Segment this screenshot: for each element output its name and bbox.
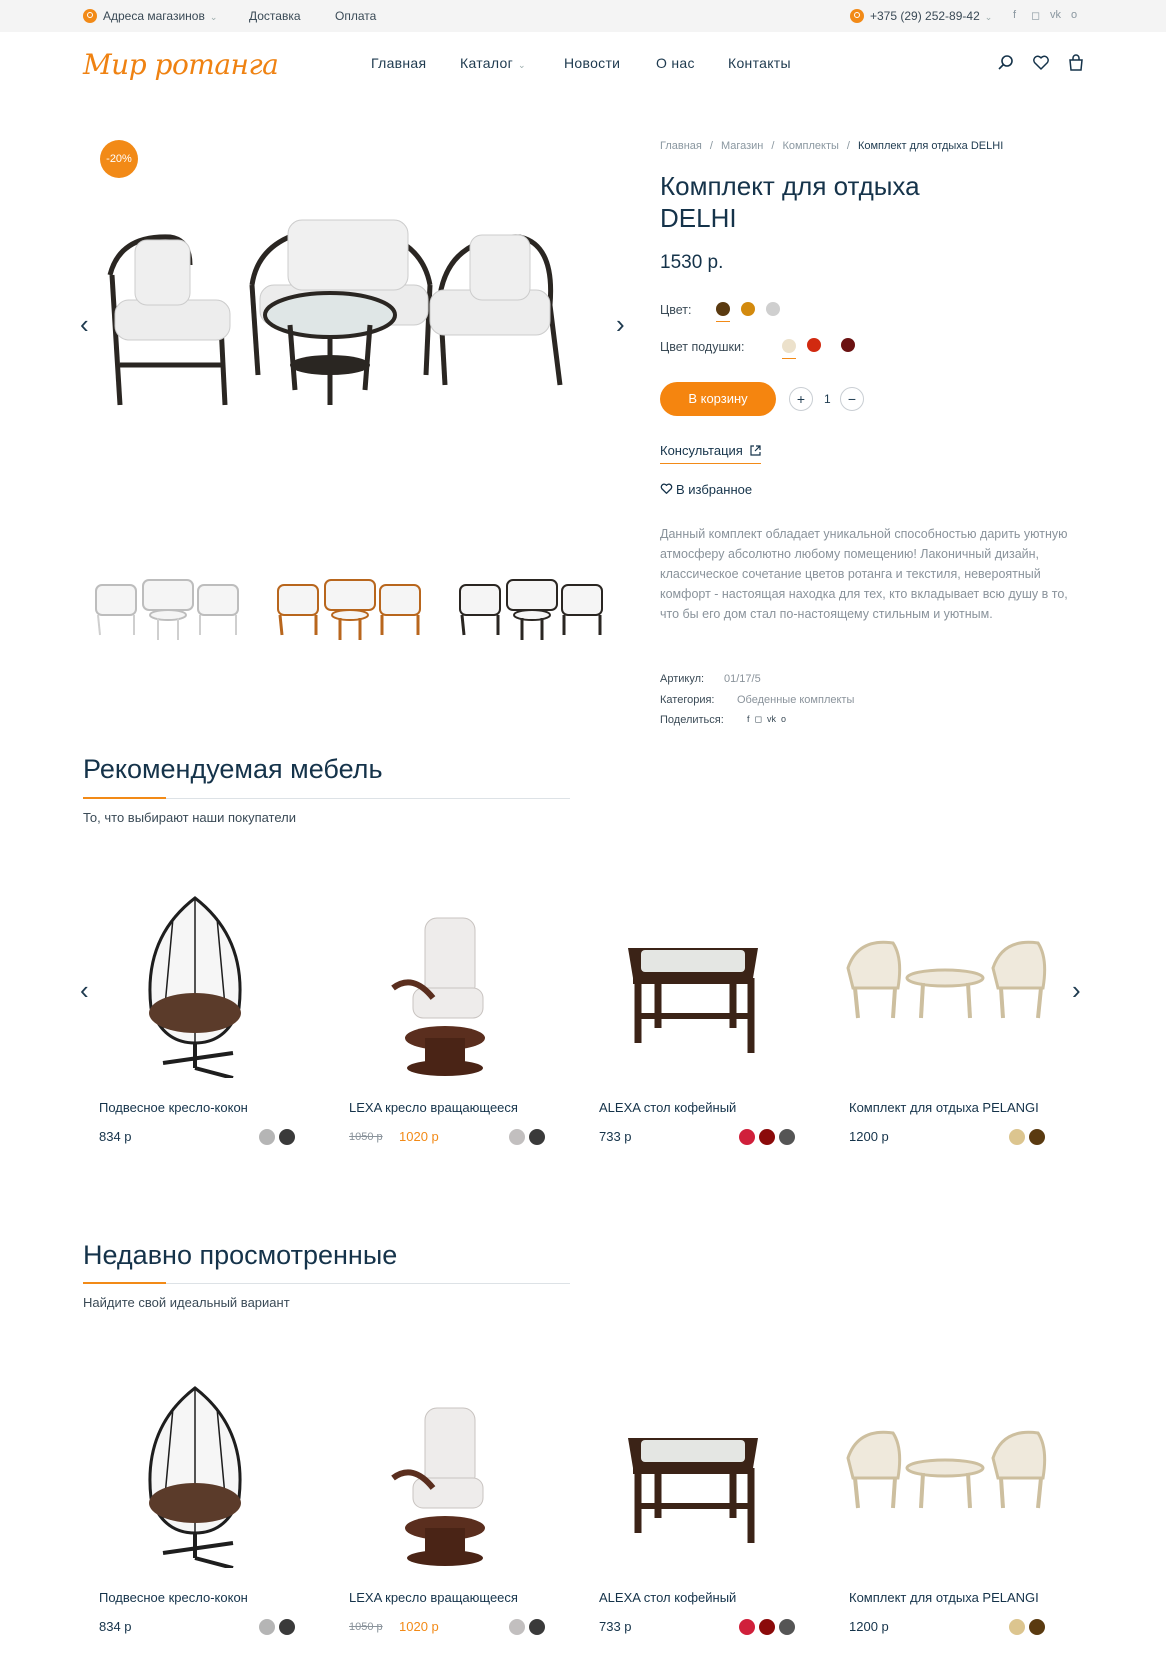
color-swatch[interactable] [529, 1129, 545, 1145]
breadcrumb-sets[interactable]: Комплекты [782, 140, 839, 152]
odnoklassniki-icon[interactable]: ᴏ [1071, 9, 1078, 21]
sku-label: Артикул: [660, 673, 705, 685]
color-swatch-white[interactable] [766, 302, 780, 316]
color-swatch[interactable] [739, 1129, 755, 1145]
product-main-image [100, 215, 600, 445]
breadcrumb: Главная / Магазин / Комплекты / Комплект для отдыха DELHI [660, 140, 1004, 152]
product-card-price: 733 р [599, 1619, 632, 1634]
product-title: Комплект для отдыха DELHI [660, 171, 920, 233]
product-card-name[interactable]: LEXA кресло вращающееся [349, 1100, 518, 1115]
store-addresses-link[interactable] [83, 9, 217, 24]
product-card-name[interactable]: Комплект для отдыха PELANGI [849, 1100, 1039, 1115]
gallery-next-arrow[interactable]: › [616, 309, 625, 339]
product-card-colors [1009, 1129, 1045, 1145]
external-link-icon [750, 445, 761, 456]
share-label: Поделиться: [660, 714, 724, 726]
section-accent [83, 797, 166, 799]
chevron-down-icon: ⌄ [518, 60, 526, 70]
color-swatch[interactable] [279, 1619, 295, 1635]
product-card-colors [739, 1129, 795, 1145]
product-card-name[interactable]: LEXA кресло вращающееся [349, 1590, 518, 1605]
color-swatch[interactable] [739, 1619, 755, 1635]
product-card-image[interactable] [583, 1368, 807, 1568]
carousel-next-arrow[interactable]: › [1072, 975, 1081, 1005]
product-card-old-price: 1050 р [349, 1131, 383, 1143]
payment-link[interactable]: Оплата [335, 9, 377, 23]
heart-icon [660, 483, 673, 495]
recent-subtitle: Найдите свой идеальный вариант [83, 1295, 290, 1310]
cushion-color-label: Цвет подушки: [660, 340, 745, 354]
category-link[interactable]: Обеденные комплекты [737, 694, 855, 706]
category-label: Категория: [660, 694, 715, 706]
product-card-colors [1009, 1619, 1045, 1635]
category-row [660, 694, 960, 706]
product-card-colors [509, 1129, 545, 1145]
breadcrumb-shop[interactable]: Магазин [720, 140, 764, 152]
product-card-price: 1200 р [849, 1129, 889, 1144]
product-card-colors [739, 1619, 795, 1635]
phone-number: +375 (29) 252-89-42 [870, 9, 980, 23]
selected-indicator [716, 321, 730, 322]
share-row [660, 714, 960, 726]
color-swatch[interactable] [279, 1129, 295, 1145]
section-accent [83, 1282, 166, 1284]
product-card-price: 834 р [99, 1619, 132, 1634]
quantity-plus-button[interactable]: + [789, 387, 813, 411]
color-swatch[interactable] [259, 1619, 275, 1635]
product-card[interactable] [583, 878, 807, 1168]
product-card-name[interactable]: ALEXA стол кофейный [599, 1590, 737, 1605]
color-swatch[interactable] [509, 1129, 525, 1145]
product-card[interactable] [333, 878, 557, 1168]
product-card-old-price: 1050 р [349, 1621, 383, 1633]
carousel-prev-arrow[interactable]: ‹ [80, 975, 89, 1005]
cushion-swatch-beige[interactable] [782, 339, 796, 353]
color-label: Цвет: [660, 303, 692, 317]
product-card[interactable] [333, 1368, 557, 1658]
product-card-image[interactable] [333, 878, 557, 1078]
product-card-price: 1200 р [849, 1619, 889, 1634]
breadcrumb-home[interactable]: Главная [660, 140, 702, 152]
thumbnail-black[interactable] [452, 560, 612, 660]
product-card-image[interactable] [83, 1368, 307, 1568]
product-card[interactable] [83, 878, 307, 1168]
nav-home[interactable]: Главная [371, 55, 427, 71]
gallery-prev-arrow[interactable]: ‹ [80, 309, 89, 339]
search-icon[interactable] [997, 54, 1015, 72]
product-card-image[interactable] [583, 878, 807, 1078]
quantity-value[interactable]: 1 [824, 392, 831, 406]
color-swatch[interactable] [759, 1619, 775, 1635]
color-swatch[interactable] [759, 1129, 775, 1145]
product-card-name[interactable]: Подвесное кресло-кокон [99, 1100, 248, 1115]
product-card-price: 1020 р [399, 1619, 439, 1634]
recommended-title: Рекомендуемая мебель [83, 754, 383, 784]
color-swatch[interactable] [1009, 1619, 1025, 1635]
chevron-down-icon: ⌄ [984, 12, 993, 22]
breadcrumb-current: Комплект для отдыха DELHI [857, 140, 1004, 152]
product-card-image[interactable] [833, 1368, 1057, 1568]
color-swatch[interactable] [529, 1619, 545, 1635]
store-addresses-label: Адреса магазинов [103, 9, 205, 23]
product-card-price: 733 р [599, 1129, 632, 1144]
product-description: Данный комплект обладает уникальной способностью дарить уютную атмосферу абсолютно любому помещению! Лаконичный дизайн, классическое сочетание цветов ротанга и текстиля, невероятный комфорт - настоящая находка для тех, кто вкладывает всю душу в то, что бы его дом стал по-настоящему стильным и уютным. [660, 527, 1068, 621]
nav-news[interactable]: Новости [564, 55, 621, 71]
product-card[interactable] [833, 1368, 1057, 1658]
favorites-label: В избранное [676, 482, 753, 497]
recent-title: Недавно просмотренные [83, 1240, 398, 1270]
cushion-swatch-red[interactable] [807, 338, 821, 352]
instagram-icon[interactable]: ◻ [754, 714, 763, 724]
phone-icon [850, 9, 864, 23]
facebook-icon[interactable]: f [1013, 9, 1017, 21]
consultation-label: Консультация [660, 443, 743, 458]
location-pin-icon [83, 9, 97, 23]
product-card-colors [259, 1129, 295, 1145]
vk-icon[interactable]: vk [767, 714, 777, 724]
product-card[interactable] [583, 1368, 807, 1658]
product-card-name[interactable]: Комплект для отдыха PELANGI [849, 1590, 1039, 1605]
facebook-icon[interactable]: f [747, 714, 750, 724]
product-card-price: 1020 р [399, 1129, 439, 1144]
product-card-price: 834 р [99, 1129, 132, 1144]
product-card-colors [259, 1619, 295, 1635]
color-swatch[interactable] [1009, 1129, 1025, 1145]
product-card-image[interactable] [333, 1368, 557, 1568]
consultation-link[interactable] [660, 443, 761, 464]
nav-about[interactable]: О нас [656, 55, 695, 71]
cushion-swatch-burgundy[interactable] [841, 338, 855, 352]
color-swatch-honey[interactable] [741, 302, 755, 316]
color-swatch[interactable] [1029, 1129, 1045, 1145]
nav-catalog-label: Каталог [460, 55, 513, 71]
add-to-favorites-link[interactable] [660, 482, 752, 497]
delivery-link[interactable]: Доставка [249, 9, 301, 23]
logo[interactable]: Мир ротанга [83, 48, 279, 81]
sku-row [660, 673, 960, 685]
sku-value: 01/17/5 [724, 673, 761, 685]
color-swatch[interactable] [779, 1129, 795, 1145]
product-card[interactable] [83, 1368, 307, 1658]
add-to-cart-button[interactable]: В корзину [660, 382, 776, 416]
color-swatch[interactable] [259, 1129, 275, 1145]
odnoklassniki-icon[interactable]: ᴏ [781, 714, 787, 724]
product-price: 1530 р. [660, 252, 724, 273]
recommended-subtitle: То, что выбирают наши покупатели [83, 810, 297, 825]
selected-indicator [782, 358, 796, 359]
share-icons [747, 714, 786, 725]
chevron-down-icon: ⌄ [209, 12, 218, 22]
color-swatch-dark[interactable] [716, 302, 730, 316]
phone-dropdown[interactable] [850, 9, 992, 24]
product-card[interactable] [833, 878, 1057, 1168]
instagram-icon[interactable]: ◻ [1031, 10, 1041, 22]
thumbnail-white[interactable] [88, 560, 248, 660]
product-card-image[interactable] [833, 878, 1057, 1078]
discount-badge: -20% [100, 140, 138, 178]
product-card-image[interactable] [83, 878, 307, 1078]
heart-icon[interactable] [1032, 54, 1050, 72]
nav-contacts[interactable]: Контакты [728, 55, 791, 71]
color-swatch[interactable] [779, 1619, 795, 1635]
nav-catalog[interactable] [460, 55, 526, 71]
product-card-name[interactable]: Подвесное кресло-кокон [99, 1590, 248, 1605]
thumbnail-honey[interactable] [270, 560, 430, 660]
product-card-colors [509, 1619, 545, 1635]
color-swatch[interactable] [509, 1619, 525, 1635]
vk-icon[interactable]: vk [1050, 9, 1061, 21]
color-swatch[interactable] [1029, 1619, 1045, 1635]
top-bar [0, 0, 1166, 32]
cart-icon[interactable] [1067, 54, 1085, 72]
product-card-name[interactable]: ALEXA стол кофейный [599, 1100, 737, 1115]
quantity-minus-button[interactable]: − [840, 387, 864, 411]
